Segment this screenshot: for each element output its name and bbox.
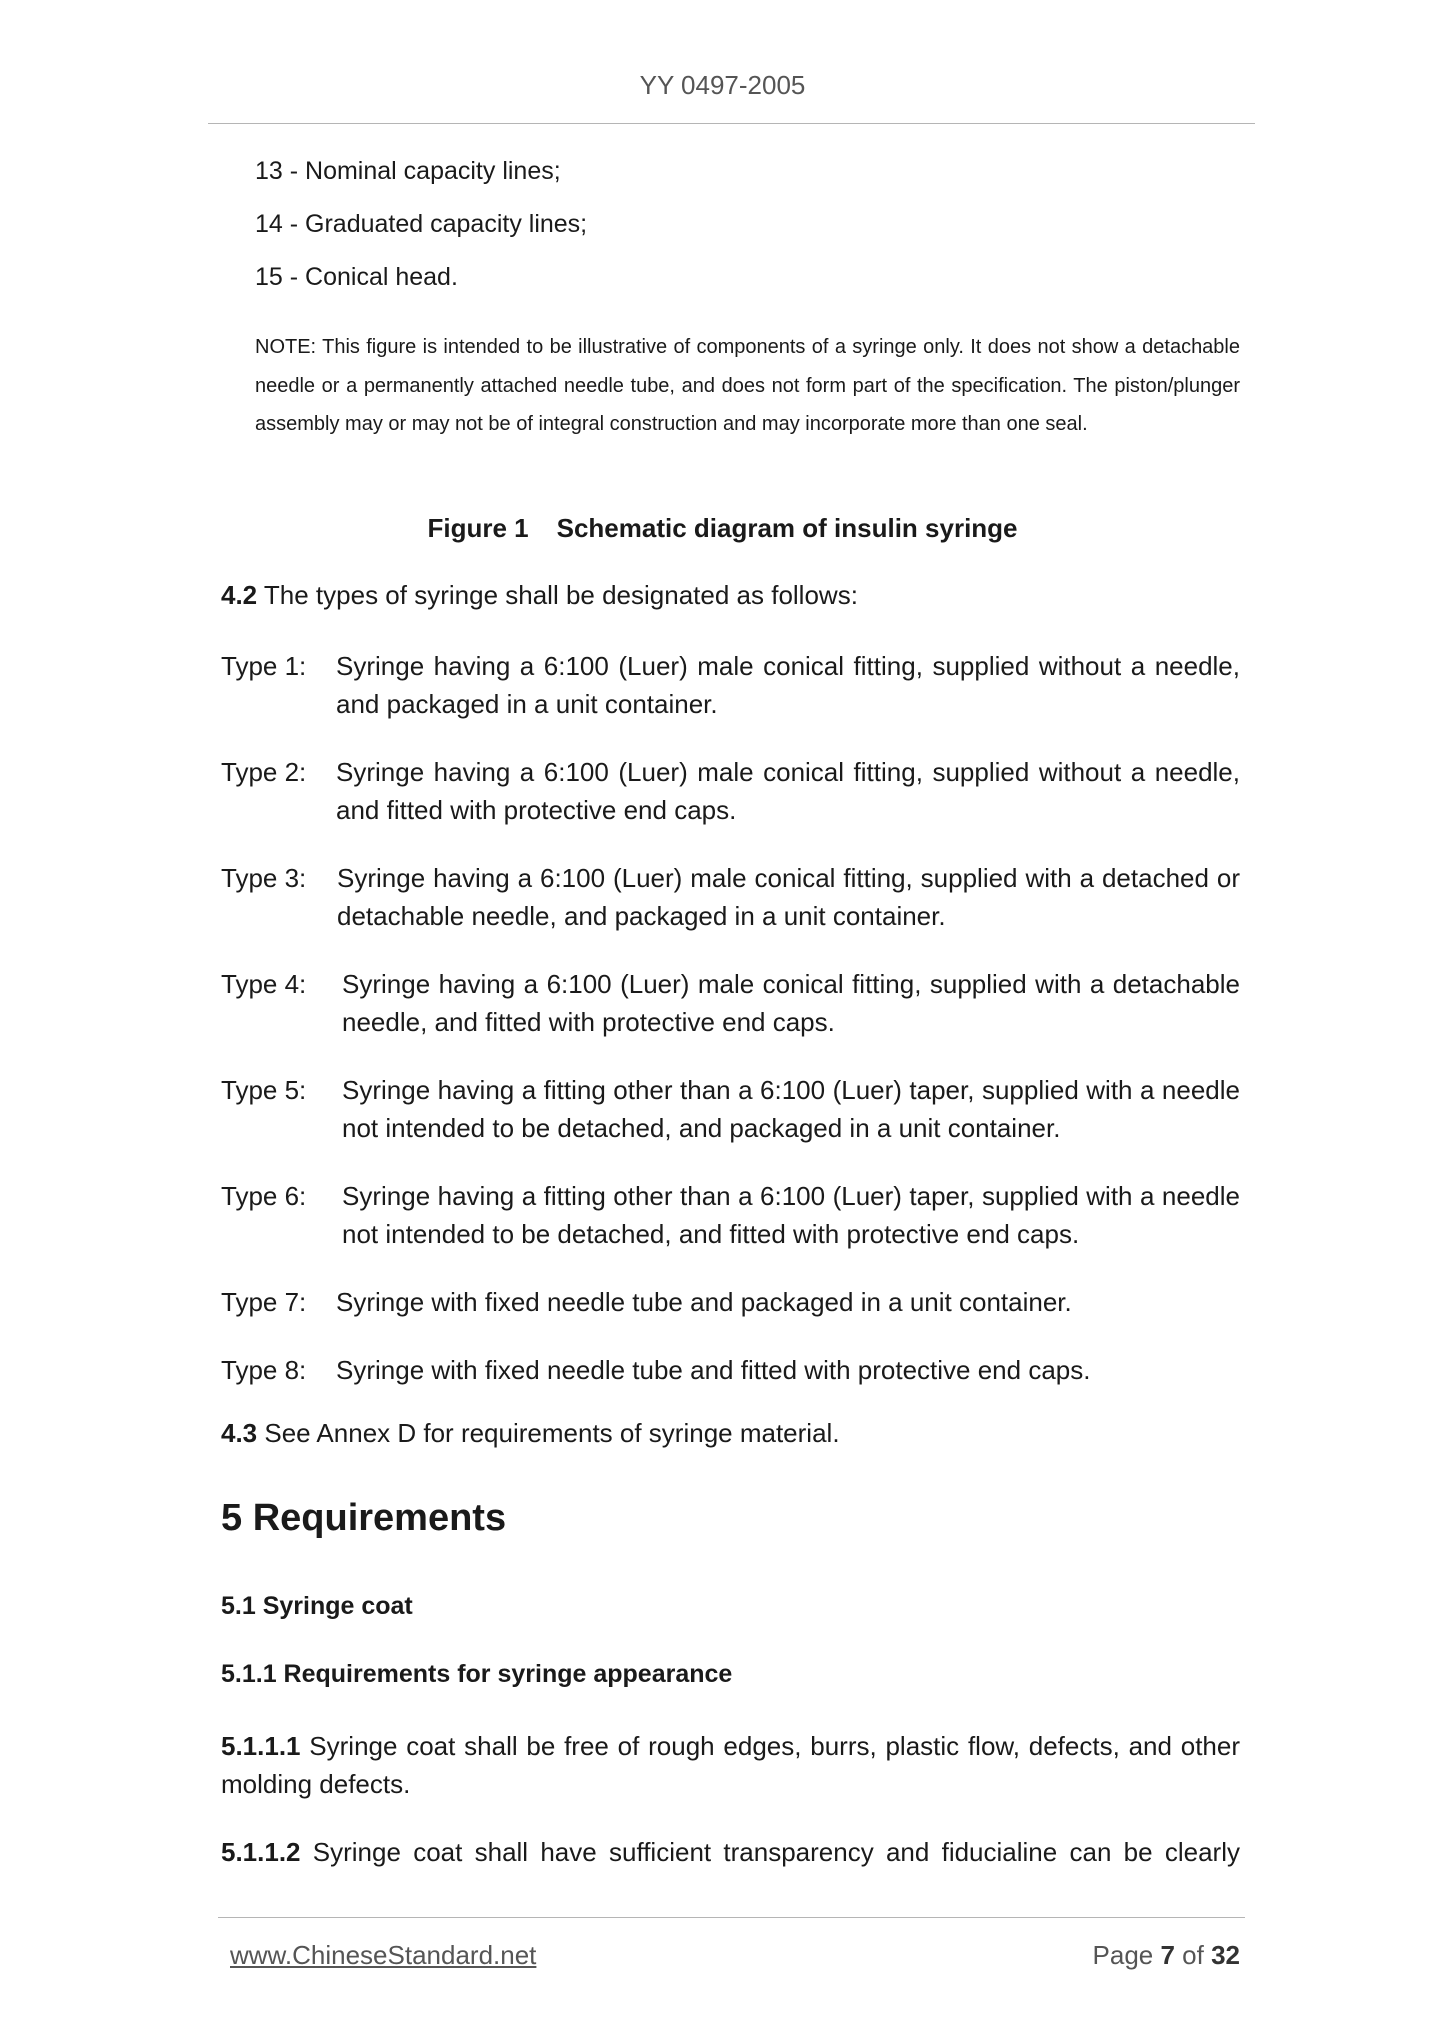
section-5-heading: 5 Requirements xyxy=(221,1497,507,1539)
type-2-text: Syringe having a 6:100 (Luer) male conical fitting, supplied without a needle, and fitted with protective end caps. xyxy=(336,757,1240,825)
clause-5-1-1-1-number: 5.1.1.1 xyxy=(221,1731,301,1761)
type-7-label: Type 7: xyxy=(221,1287,307,1317)
legend-item-15: 15 - Conical head. xyxy=(255,263,458,291)
clause-5-1-heading: 5.1 Syringe coat xyxy=(221,1592,413,1620)
figure-title: Schematic diagram of insulin syringe xyxy=(556,513,1018,543)
clause-5-1-1-2-text: Syringe coat shall have sufficient transparency and fiducialine can be clearly xyxy=(300,1837,1240,1867)
clause-5-1-1-heading: 5.1.1 Requirements for syringe appearance xyxy=(221,1660,733,1688)
type-1-text: Syringe having a 6:100 (Luer) male conical fitting, supplied without a needle, and packaged in a unit container. xyxy=(336,651,1240,719)
clause-4-2-text: The types of syringe shall be designated as follows: xyxy=(257,580,858,610)
type-2-label: Type 2: xyxy=(221,757,307,787)
header-divider xyxy=(208,123,1255,124)
clause-5-1-1-2 xyxy=(221,1833,1240,1871)
legend-item-13: 13 - Nominal capacity lines; xyxy=(255,157,561,185)
type-3-text: Syringe having a 6:100 (Luer) male conical fitting, supplied with a detached or detachable needle, and packaged in a unit container. xyxy=(337,863,1240,931)
type-8-text: Syringe with fixed needle tube and fitted with protective end caps. xyxy=(336,1355,1091,1385)
footer-page-number xyxy=(1093,1940,1240,1971)
type-1-label: Type 1: xyxy=(221,651,307,681)
footer-page-of: of xyxy=(1174,1940,1212,1970)
figure-label: Figure 1 xyxy=(427,513,529,543)
header-standard-number: YY 0497-2005 xyxy=(639,70,806,100)
type-4-label: Type 4: xyxy=(221,969,307,999)
figure-note: NOTE: This figure is intended to be illustrative of components of a syringe only. It does not show a detachable needle or a permanently attached needle tube, and does not form part of the specification. The piston/plunger assembly may or may not be of integral construction and may incorporate more than one seal. xyxy=(255,336,1240,435)
footer-website-link[interactable]: www.ChineseStandard.net xyxy=(230,1940,537,1970)
type-3-label: Type 3: xyxy=(221,863,307,893)
footer-current-page: 7 xyxy=(1160,1940,1175,1970)
type-6-label: Type 6: xyxy=(221,1181,307,1211)
footer-page-prefix: Page xyxy=(1092,1940,1161,1970)
clause-4-3 xyxy=(221,1418,1240,1449)
clause-5-1-1-2-number: 5.1.1.2 xyxy=(221,1837,301,1867)
type-4-text: Syringe having a 6:100 (Luer) male conical fitting, supplied with a detachable needle, and fitted with protective end caps. xyxy=(342,969,1240,1037)
clause-4-3-text: See Annex D for requirements of syringe material. xyxy=(257,1418,840,1448)
figure-caption xyxy=(0,513,1445,544)
clause-4-3-number: 4.3 xyxy=(221,1418,258,1448)
type-5-label: Type 5: xyxy=(221,1075,307,1105)
type-8-label: Type 8: xyxy=(221,1355,307,1385)
clause-5-1-1-1 xyxy=(221,1727,1240,1803)
footer-divider xyxy=(218,1917,1245,1918)
type-6-text: Syringe having a fitting other than a 6:100 (Luer) taper, supplied with a needle not intended to be detached, and fitted with protective end caps. xyxy=(342,1181,1240,1249)
clause-5-1-1-1-text: Syringe coat shall be free of rough edges, burrs, plastic flow, defects, and other molding defects. xyxy=(221,1731,1240,1799)
clause-4-2-number: 4.2 xyxy=(221,580,258,610)
clause-4-2 xyxy=(221,580,1240,611)
type-5-text: Syringe having a fitting other than a 6:100 (Luer) taper, supplied with a needle not intended to be detached, and packaged in a unit container. xyxy=(342,1075,1240,1143)
legend-item-14: 14 - Graduated capacity lines; xyxy=(255,210,588,238)
type-7-text: Syringe with fixed needle tube and packaged in a unit container. xyxy=(336,1287,1072,1317)
footer-total-pages: 32 xyxy=(1211,1940,1240,1970)
